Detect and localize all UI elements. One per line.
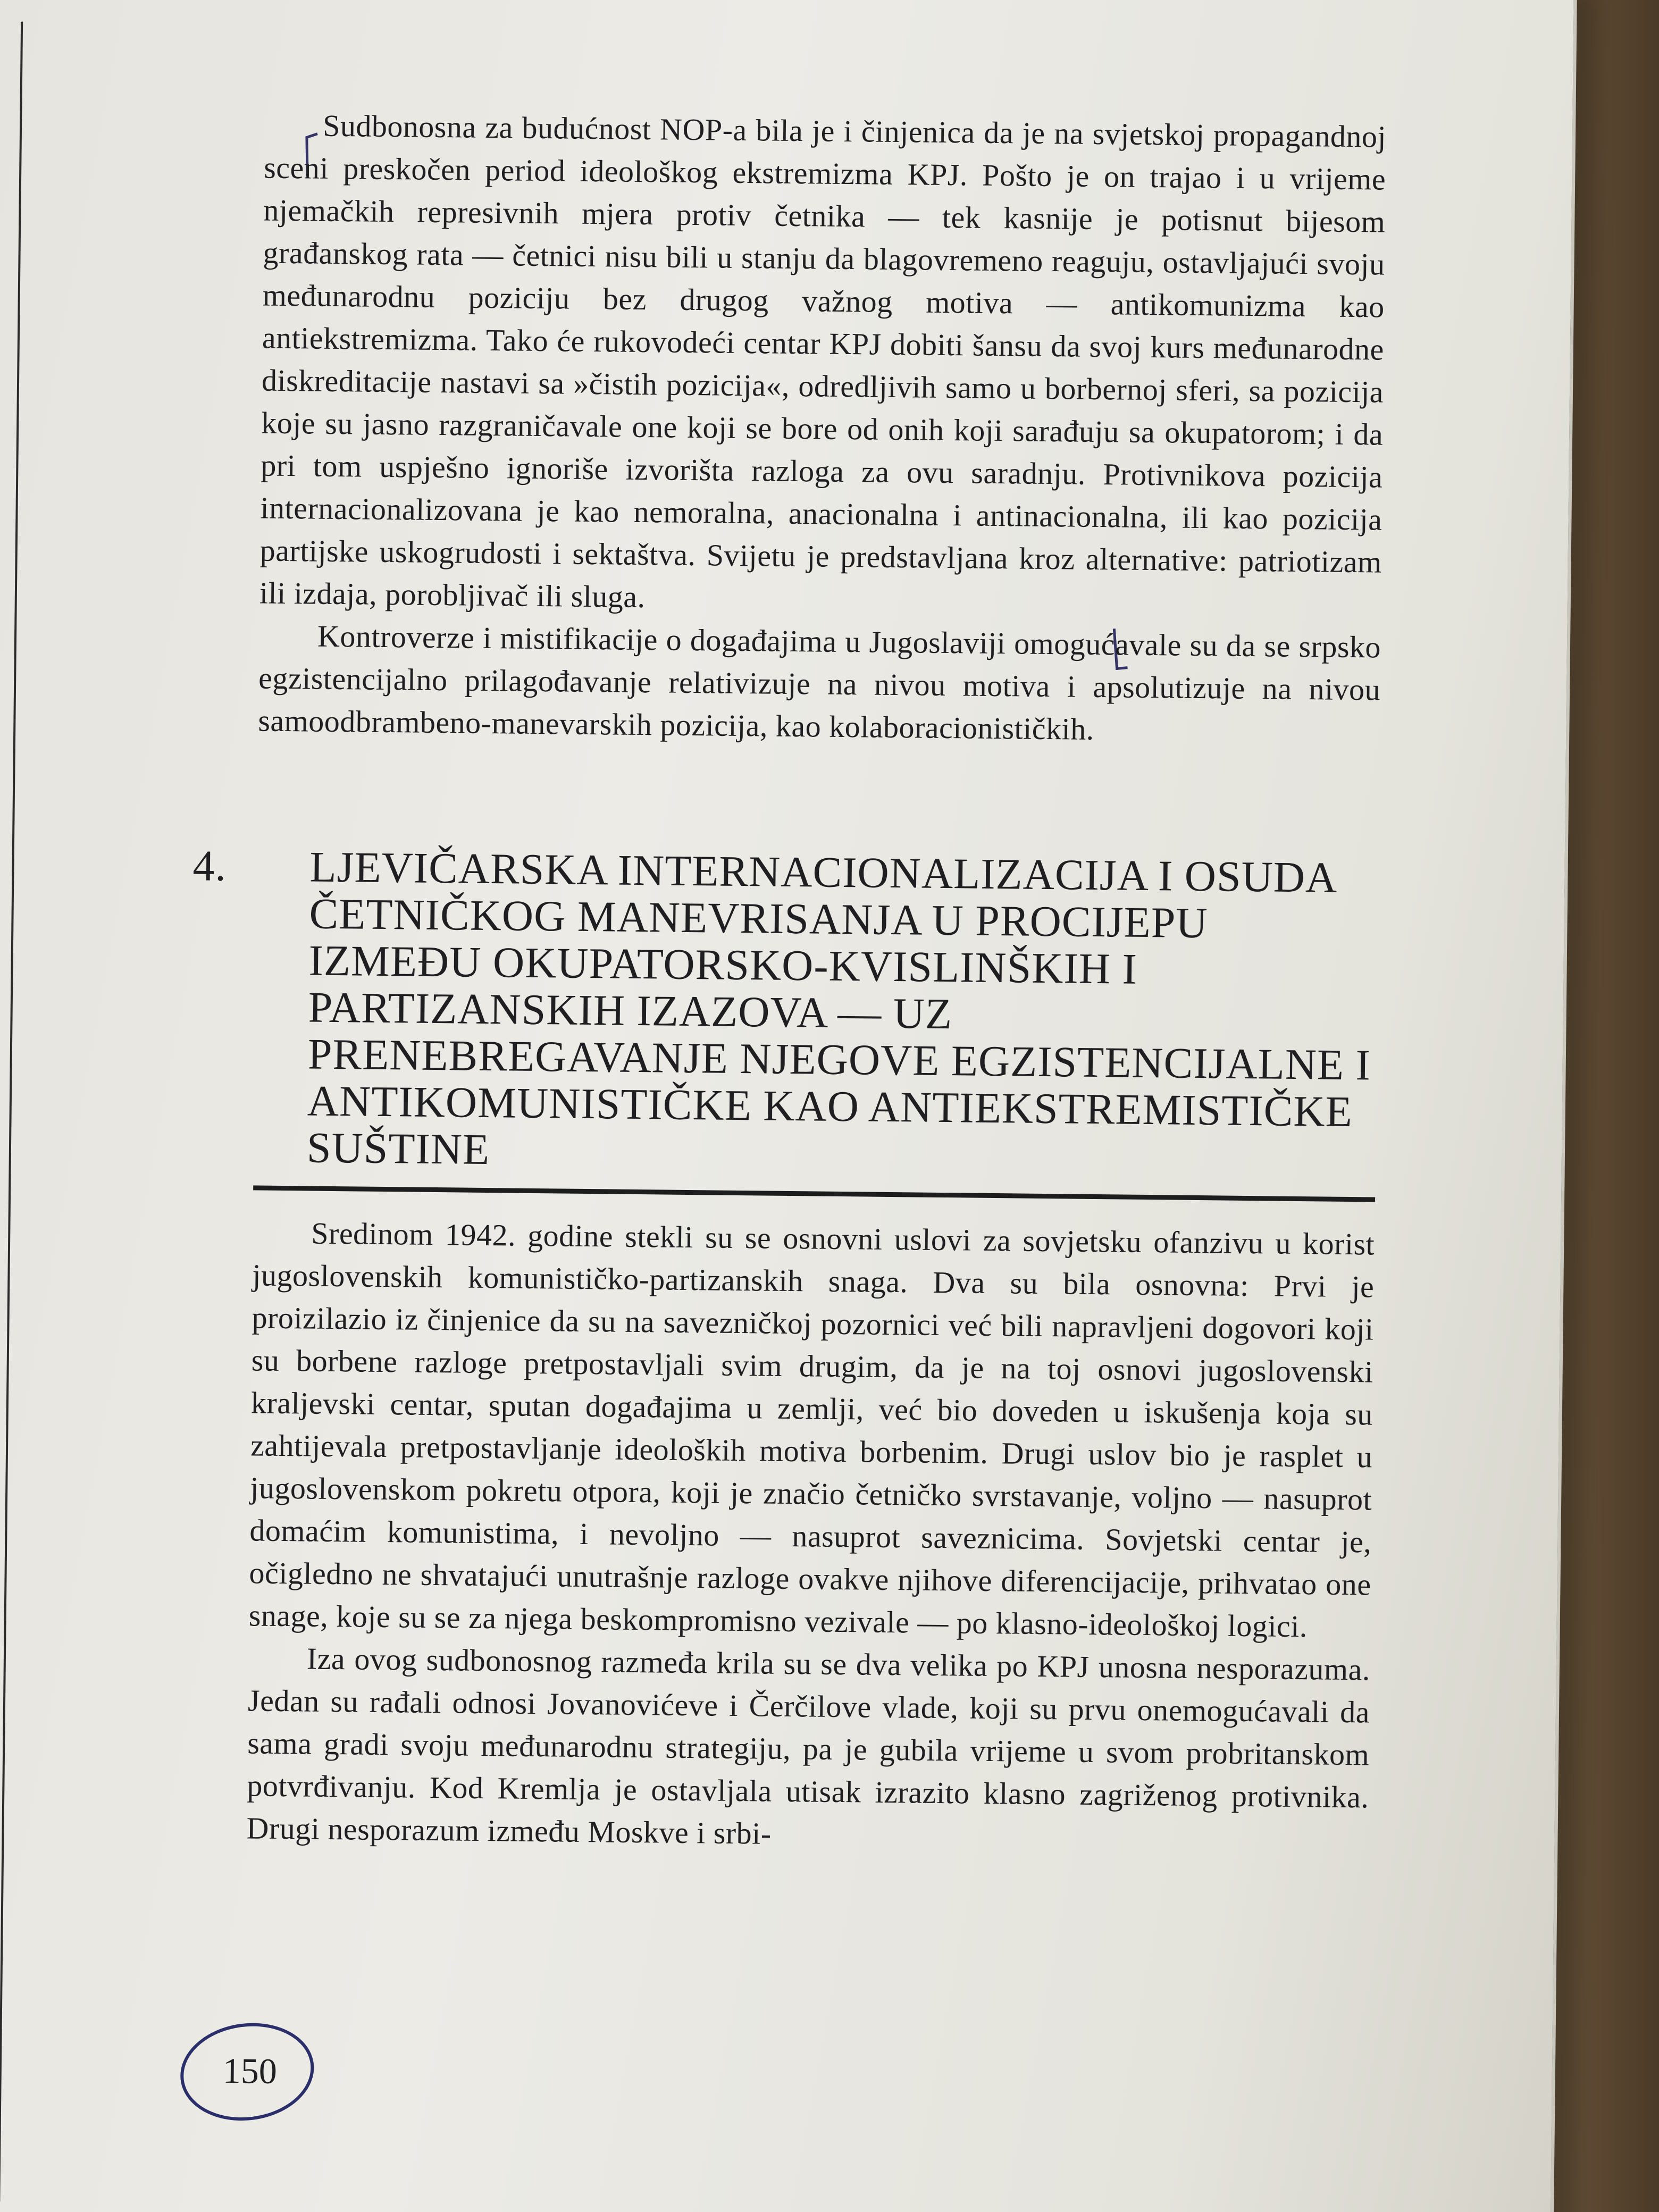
section-number: 4. (192, 841, 227, 890)
paragraph-top-1: Sudbonosna za budućnost NOP-a bila je i činjenica da je na svjetskoj propagandnoj sceni preskočen period ideološkog ekstremizma KPJ. Pošto je on trajao i u vrijeme njemačkih represivnih mjera protiv četnika — tek kasnije je potisnut bijesom građanskog rata — četnici nisu bili u stanju da blagovremeno reaguju, ostavljajući svoju međunarodnu poziciju bez drugog važnog motiva — antikomunizma kao antiekstremizma. Tako će rukovodeći centar KPJ dobiti šansu da svoj kurs međunarodne diskreditacije nastavi sa »čistih pozicija«, odredljivih samo u borbernoj sferi, sa pozicija koje su jasno razgraničavale one koji se bore od onih koji sarađuju sa okupatorom; i da pri tom uspješno ignoriše izvorišta razloga za ovu saradnju. Protivnikova pozicija internacionalizovana je kao nemoralna, anacionalna i antinacionalna, ili kao pozicija partijske uskogrudosti i sektaštva. Svijetu je predstavljana kroz alternative: patriotizam ili izdaja, porobljivač ili sluga. (259, 108, 1387, 615)
text-block (192, 104, 1387, 1862)
heading-underline (253, 1185, 1375, 1202)
paragraph-top-2: Kontroverze i mistifikacije o događajima u Jugoslaviji omogućavale su da se srpsko egzistencijalno prilagođavanje relativizuje na nivou motiva i apsolutizuje na nivou samoodbrambeno-manevarskih pozicija, kao kolaboracionističkih. (258, 618, 1381, 747)
section-title: LJEVIČARSKA INTERNACIONALIZACIJA I OSUDA ČETNIČKOG MANEVRISANJA U PROCIJEPU IZMEĐU OKUPATORSKO-KVISLINŠKIH I PARTIZANSKIH IZAZOVA — UZ PRENEBREGAVANJE NJEGOVE EGZISTENCIJALNE I ANTIKOMUNISTIČKE KAO ANTIEKSTREMISTIČKE SUŠTINE (306, 842, 1371, 1174)
section-body (246, 1211, 1375, 1861)
section-heading (192, 841, 1379, 1202)
binding-line (0, 22, 23, 2202)
page-number: 150 (222, 2050, 278, 2091)
paragraph-bottom-1: Sredinom 1942. godine stekli su se osnovni uslovi za sovjetsku ofanzivu u korist jugoslovenskih komunističko-partizanskih snaga. Dva su bila osnovna: Prvi je proizilazio iz činjenice da su na savezničkoj pozornici već bili napravljeni dogovori koji su borbene razloge pretpostavljali svim drugim, da je na toj osnovi jugoslovenski kraljevski centar, sputan događajima u zemlji, već bio doveden u iskušenja koja su zahtijevala pretpostavljanje ideoloških motiva borbenim. Drugi uslov bio je rasplet u jugoslovenskom pokretu otpora, koji je značio četničko svrstavanje, voljno — nasuprot domaćim komunistima, i nevoljno — nasuprot saveznicima. Sovjetski centar je, očigledno ne shvatajući unutrašnje razloge ovakve njihove diferencijacije, prihvatao one snage, koje su se za njega beskompromisno vezivale — po klasno-ideološkoj logici. (248, 1216, 1375, 1644)
paragraph-bottom-2: Iza ovog sudbonosnog razmeđa krila su se dva velika po KPJ unosna nesporazuma. Jedan su rađali odnosi Jovanovićeve i Čerčilove vlade, koji su prvu onemogućavali da sama gradi svoju međunarodnu strategiju, pa je gubila vrijeme u svom probritanskom potvrđivanju. Kod Kremlja je ostavljala utisak izrazito klasno zagriženog protivnika. Drugi nesporazum između Moskve i srbi- (246, 1641, 1371, 1851)
